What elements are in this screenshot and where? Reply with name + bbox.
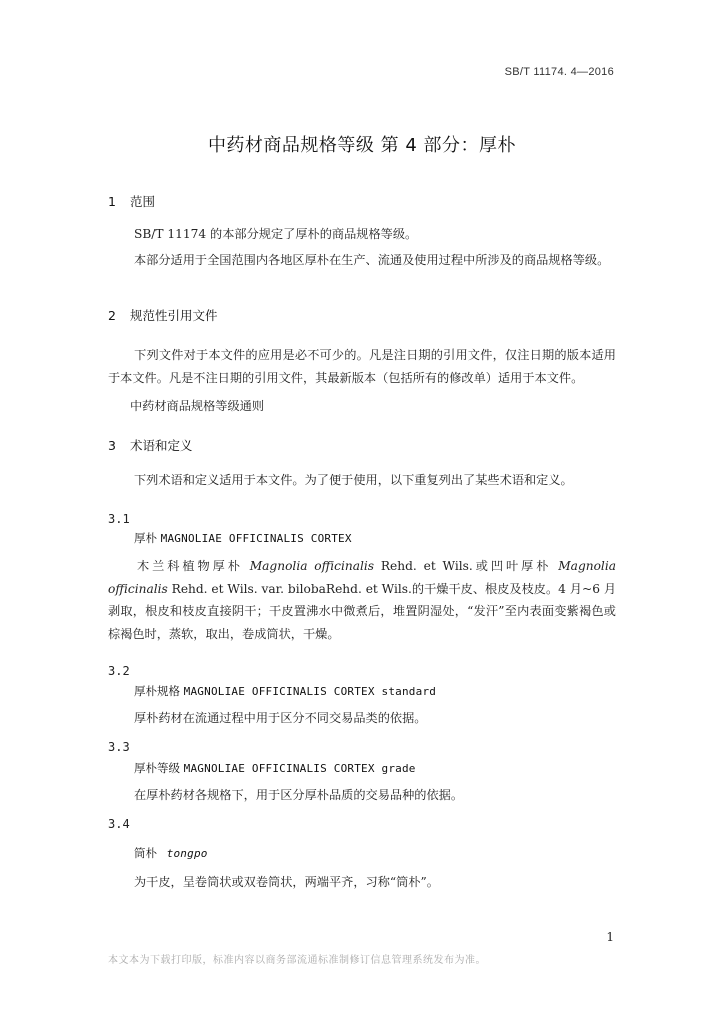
definition-text: Rehd. et Wils. var. bilobaRehd. et Wils.的干燥干皮、根皮及枝皮。4 月~6 月剥取，根皮和枝皮直接阴干；干皮置沸水中微煮后，堆置阴湿处，“发汗”至内表面变紫褐色或棕褐色时，蒸软，取出，卷成筒状，干燥。 (108, 581, 617, 641)
normative-reference (108, 395, 616, 418)
term-number: 3.1 (108, 512, 130, 526)
paragraph (108, 469, 616, 492)
definition-text: 木兰科植物厚朴 (134, 559, 250, 573)
definition-text: Rehd. et Wils.或凹叶厚朴 (374, 559, 559, 573)
paragraph (108, 249, 616, 272)
paragraph (108, 344, 616, 389)
section-title: 范围 (130, 194, 156, 209)
section-2-heading (108, 306, 218, 324)
paragraph (108, 223, 616, 246)
paragraph-text: SB/T 11174 的本部分规定了厚朴的商品规格等级。 (134, 227, 418, 241)
paragraph-text: 下列术语和定义适用于本文件。为了便于使用，以下重复列出了某些术语和定义。 (134, 473, 573, 487)
term-heading (134, 760, 416, 776)
term-chinese: 厚朴 (134, 531, 157, 545)
section-3-heading (108, 436, 193, 454)
term-chinese: 厚朴等级 (134, 761, 180, 775)
section-number: 1 (108, 194, 116, 209)
term-chinese: 厚朴规格 (134, 684, 180, 698)
reference-text: 中药材商品规格等级通则 (130, 399, 265, 413)
paragraph-text: 本部分适用于全国范围内各地区厚朴在生产、流通及使用过程中所涉及的商品规格等级。 (134, 253, 610, 267)
term-english: MAGNOLIAE OFFICINALIS CORTEX grade (183, 762, 416, 775)
latin-name: Magnolia officinalis (108, 559, 616, 596)
paragraph-text: 下列文件对于本文件的应用是必不可少的。凡是注日期的引用文件，仅注日期的版本适用于本文件。凡是不注日期的引用文件，其最新版本（包括所有的修改单）适用于本文件。 (108, 348, 616, 385)
term-english: MAGNOLIAE OFFICINALIS CORTEX (160, 532, 352, 545)
term-heading (134, 845, 208, 861)
section-title: 规范性引用文件 (130, 308, 218, 323)
term-english: tongpo (166, 847, 208, 860)
term-heading (134, 683, 436, 699)
term-definition: 为干皮，呈卷筒状或双卷筒状，两端平齐，习称“筒朴”。 (134, 875, 439, 889)
term-heading (134, 530, 352, 546)
section-number: 2 (108, 308, 116, 323)
section-number: 3 (108, 438, 116, 453)
latin-name: Magnolia officinalis (249, 559, 375, 573)
document-title: 中药材商品规格等级 第 4 部分：厚朴 (207, 135, 517, 156)
term-number: 3.2 (108, 664, 130, 678)
page-number: 1 (606, 930, 614, 944)
term-number: 3.4 (108, 817, 130, 831)
section-title: 术语和定义 (130, 438, 193, 453)
footer-notice: 本文本为下载打印版，标准内容以商务部流通标准制修订信息管理系统发布为准。 (108, 955, 486, 966)
standard-number: SB/T 11174. 4—2016 (504, 66, 614, 78)
term-chinese: 筒朴 (134, 846, 157, 860)
term-number: 3.3 (108, 740, 130, 754)
term-definition: 厚朴药材在流通过程中用于区分不同交易品类的依据。 (134, 711, 427, 725)
term-definition (108, 555, 616, 645)
section-1-heading (108, 192, 155, 210)
term-definition: 在厚朴药材各规格下，用于区分厚朴品质的交易品种的依据。 (134, 788, 464, 802)
term-english: MAGNOLIAE OFFICINALIS CORTEX standard (183, 685, 437, 698)
